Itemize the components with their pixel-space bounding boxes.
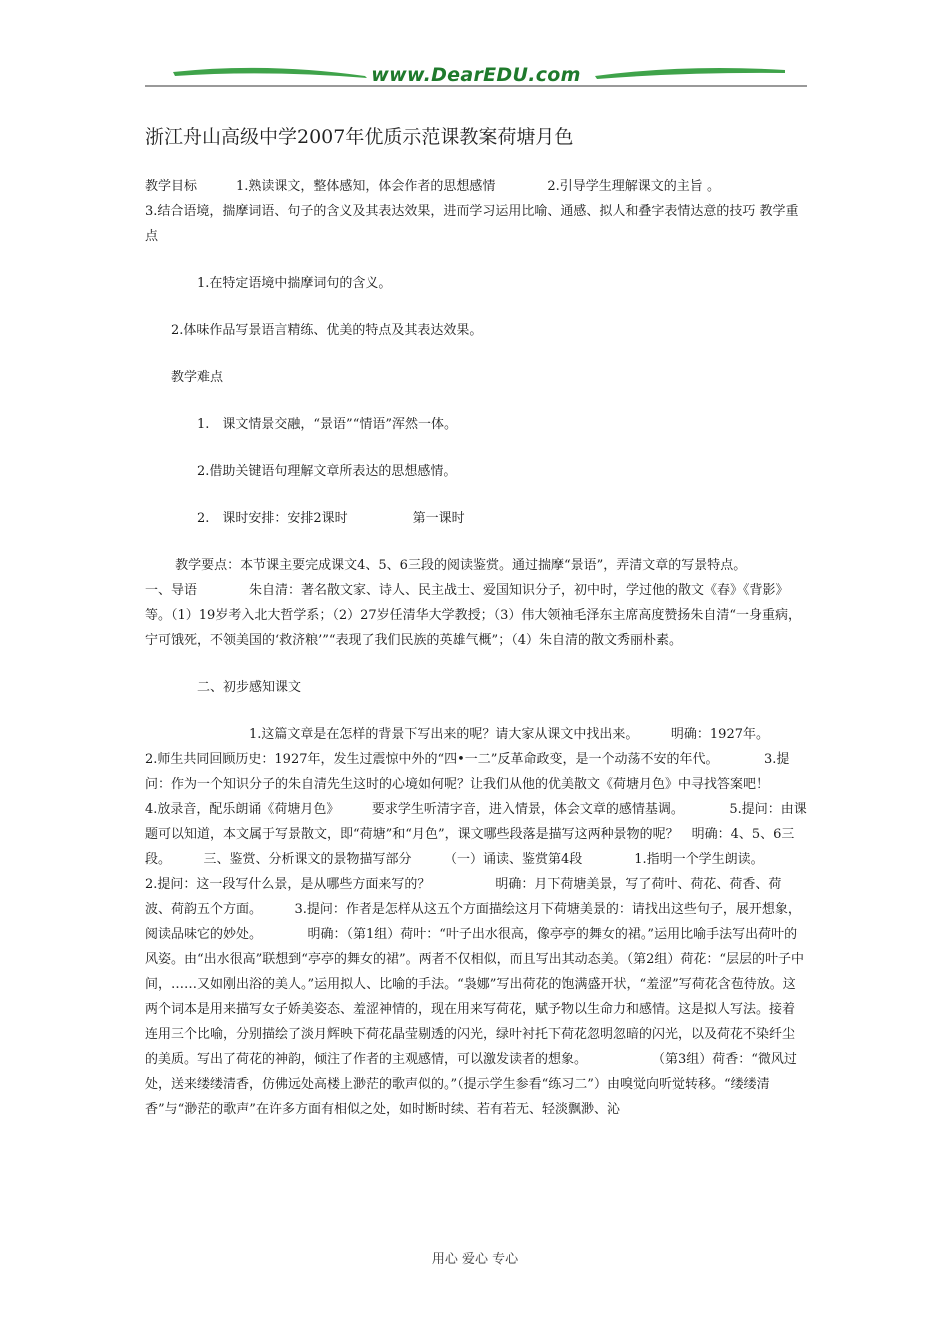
document-title: 浙江舟山高级中学2007年优质示范课教案荷塘月色 — [145, 126, 574, 148]
site-header — [145, 60, 807, 92]
paragraph: 教学目标 1.熟读课文，整体感知，体会作者的思想感情 2.引导学生理解课文的主旨 。 3.结合语境，揣摩词语、句子的含义及其表达效果，进而学习运用比喻、通感、拟人和叠字表情达意的技巧 教学重点 — [145, 179, 799, 244]
paragraph: 2. 课时安排：安排2课时 第一课时 — [145, 511, 465, 526]
site-logo[interactable]: www.DearEDU.com — [371, 64, 581, 86]
paragraph: 1.这篇文章是在怎样的背景下写出来的呢？请大家从课文中找出来。 明确：1927年。 2.师生共同回顾历史：1927年，发生过震惊中外的“四•一二”反革命政变，是一个动荡不安的年代。 3.提问：作为一个知识分子的朱自清先生这时的心境如何呢？让我们从他的优美散文《荷塘月色》中寻找答案吧！ 4.放录音，配乐朗诵《荷塘月色》 要求学生听清字音，进入情景，体会文章的感情基调。 5.提问：由课题可以知道，本文属于写景散文，即“荷塘”和“月色”，课文哪些段落是描写这两种景物的呢？ 明确：4、5、6三段。 三、鉴赏、分析课文的景物描写部分 （一）诵读、鉴赏第4段 1.指明一个学生朗读。 2.提问：这一段写什么景，是从哪些方面来写的？ 明确：月下荷塘美景，写了荷叶、荷花、荷香、荷波、荷韵五个方面。 3.提问：作者是怎样从这五个方面描绘这月下荷塘美景的：请找出这些句子，展开想象，阅读品味它的妙处。 明确：（第1组）荷叶：“叶子出水很高，像亭亭的舞女的裙。”运用比喻手法写出荷叶的风姿。由“出水很高”联想到“亭亭的舞女的裙”。两者不仅相似，而且写出其动态美。（第2组）荷花：“层层的叶子中间，……又如刚出浴的美人。”运用拟人、比喻的手法。“袅娜”写出荷花的饱满盛开状，“羞涩”写荷花含苞待放。这两个词本是用来描写女子娇美姿态、羞涩神情的，现在用来写荷花，赋予物以生命力和感情。这是拟人写法。接着连用三个比喻，分别描绘了淡月辉映下荷花晶莹剔透的闪光，绿叶衬托下荷花忽明忽暗的闪光，以及荷花不染纤尘的美质。写出了荷花的神韵，倾注了作者的主观感情，可以激发读者的想象。 （第3组）荷香：“微风过处，送来缕缕清香，仿佛远处高楼上渺茫的歌声似的。”（提示学生参看“练习二”）由嗅觉向听觉转移。“缕缕清香”与“渺茫的歌声”在许多方面有相似之处，如时断时续、若有若无、轻淡飘渺、沁 — [145, 727, 822, 1117]
page-footer: 用心 爱心 专心 — [431, 1252, 519, 1267]
paragraph: 教学难点 — [145, 370, 224, 385]
paragraph: 二、初步感知课文 — [145, 680, 302, 695]
paragraph: 1. 课文情景交融，“景语”“情语”浑然一体。 — [145, 417, 457, 432]
paragraph: 1.在特定语境中揣摩词句的含义。 — [145, 276, 392, 291]
document-body — [145, 174, 822, 1122]
paragraph: 2.体味作品写景语言精练、优美的特点及其表达效果。 — [145, 323, 483, 338]
paragraph: 2.借助关键语句理解文章所表达的思想感情。 — [145, 464, 457, 479]
paragraph: 教学要点：本节课主要完成课文4、5、6三段的阅读鉴赏。通过揣摩“景语”，弄清文章的写景特点。 一、导语 朱自清：著名散文家、诗人、民主战士、爱国知识分子，初中时，学过他的散文《春》《背影》等。（1）19岁考入北大哲学系；（2）27岁任清华大学教授；（3）伟大领袖毛泽东主席高度赞扬朱自清“一身重病，宁可饿死，不领美国的‘救济粮’”“表现了我们民族的英雄气概”；（4）朱自清的散文秀丽朴素。 — [145, 558, 802, 648]
